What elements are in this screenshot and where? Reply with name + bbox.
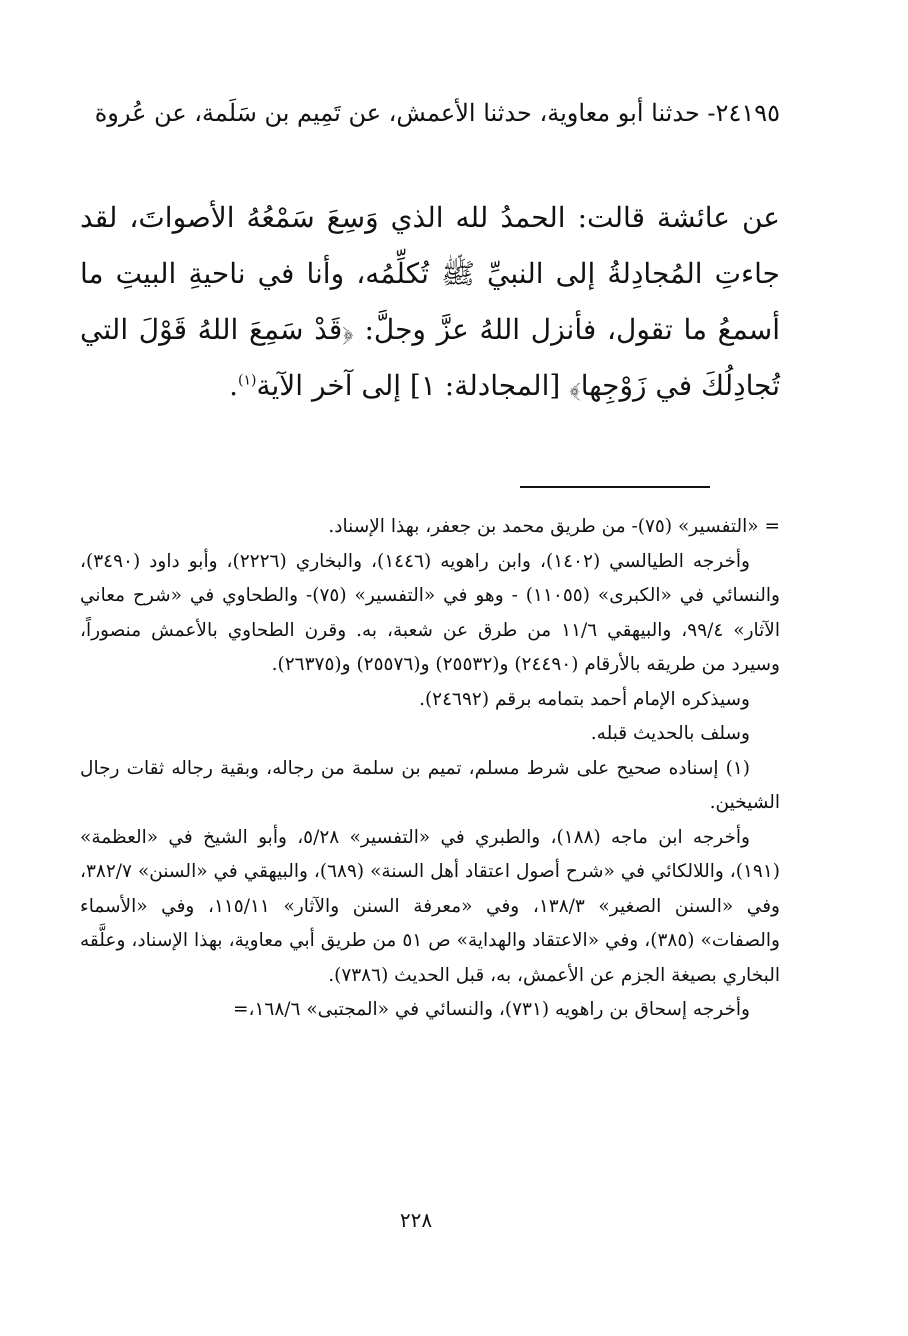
footnote-paragraph: وأخرجه الطيالسي (١٤٠٢)، وابن راهويه (١٤٤٦)، والبخاري (٢٢٢٦)، وأبو داود (٣٤٩٠)، والنسائي في «الكبرى» (١١٠٥٥) - وهو في «التفسير» (٧٥)- والطحاوي في «شرح معاني الآثار» ٩٩/٤، والبيهقي ١١/٦ من طرق عن شعبة، به. وقرن الطحاوي بالأعمش منصوراً، وسيرد من طريقه بالأرقام (٢٤٤٩٠) و(٢٥٥٣٢) و(٢٥٥٧٦) و(٢٦٣٧٥). [80, 550, 780, 675]
footnote-paragraph: وسيذكره الإمام أحمد بتمامه برقم (٢٤٦٩٢). [419, 688, 750, 710]
footnote-continuation: = «التفسير» (٧٥)- من طريق محمد بن جعفر، بهذا الإسناد. [328, 516, 780, 537]
footnote-marker[interactable]: (١) [238, 372, 257, 389]
footnote-divider [520, 486, 710, 488]
footnote-1: (١) إسناده صحيح على شرط مسلم، تميم بن سلمة من رجاله، وبقية رجاله ثقات رجال الشيخين. [80, 757, 780, 813]
footnotes-section [80, 510, 780, 1028]
hadith-text [80, 190, 780, 414]
hadith-matn-text: عن عائشة قالت: الحمدُ لله الذي وَسِعَ سَمْعُهُ الأصواتَ، لقد جاءتِ المُجادِلةُ إلى النبيِّ ﷺ تُكلِّمُه، وأنا في ناحيةِ البيتِ ما أسمعُ ما تقول، فأنزل اللهُ عزَّ وجلَّ: ﴿قَدْ سَمِعَ اللهُ قَوْلَ التي تُجادِلُكَ في زَوْجِها﴾ [المجادلة: ١] إلى آخر الآية [80, 201, 781, 402]
hadith-isnad: ٢٤١٩٥- حدثنا أبو معاوية، حدثنا الأعمش، عن تَمِيم بن سَلَمة، عن عُروة [94, 99, 780, 127]
page-number: ٢٢٨ [399, 1208, 433, 1232]
footnote-paragraph: وأخرجه إسحاق بن راهويه (٧٣١)، والنسائي في «المجتبى» ١٦٨/٦،= [233, 999, 750, 1020]
footnote-paragraph: وأخرجه ابن ماجه (١٨٨)، والطبري في «التفسير» ٥/٢٨، وأبو الشيخ في «العظمة» (١٩١)، واللالكائي في «شرح أصول اعتقاد أهل السنة» (٦٨٩)، والبيهقي في «السنن» ٣٨٢/٧، وفي «السنن الصغير» ١٣٨/٣، وفي «معرفة السنن والآثار» ١١٥/١١، وفي «الأسماء والصفات» (٣٨٥)، وفي «الاعتقاد والهداية» ص ٥١ من طريق أبي معاوية، بهذا الإسناد، وعلَّقه البخاري بصيغة الجزم عن الأعمش، به، قبل الحديث (٧٣٨٦). [80, 826, 780, 986]
footnote-paragraph: وسلف بالحديث قبله. [590, 723, 750, 744]
hadith-end-mark: . [229, 369, 239, 402]
